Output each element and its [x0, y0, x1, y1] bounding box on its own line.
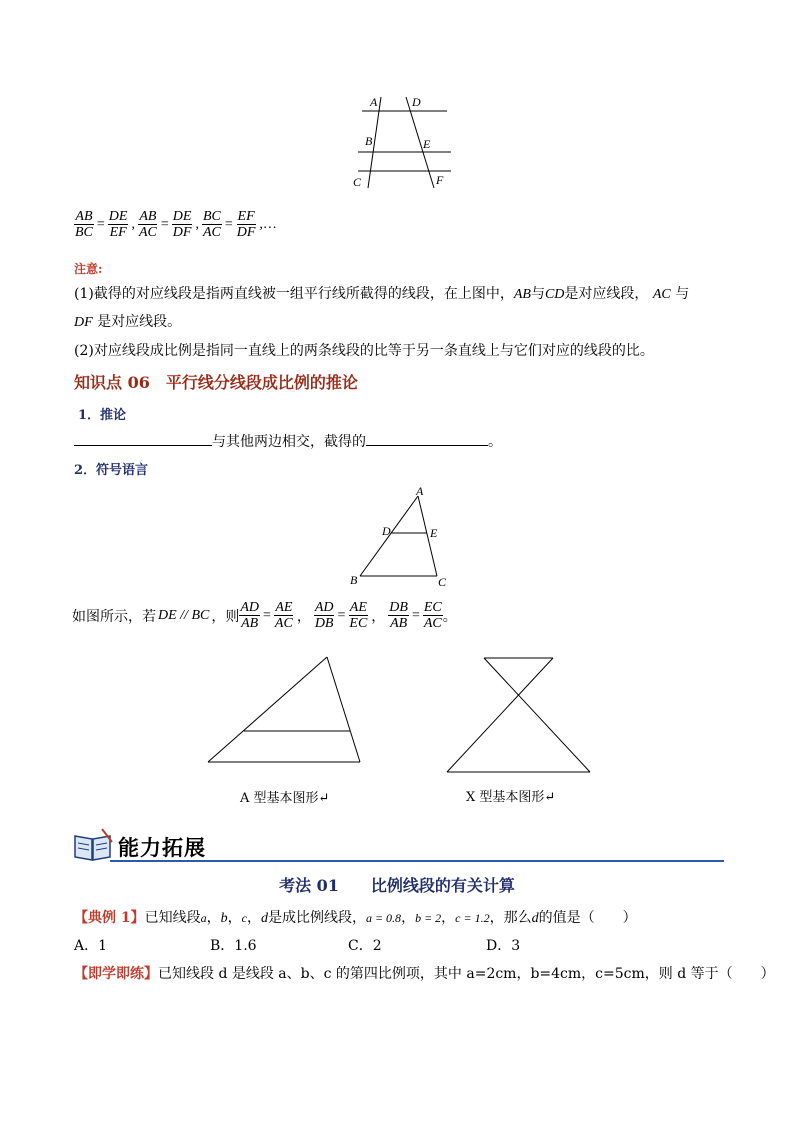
ratio-equations: $\frac{AB}{BC}$ = $\frac{DE}{EF}$ , $\frac{AB}{AC}$ = $\frac{DE}{DF}$ , $\frac{BC}{AC}$ = $\frac{EF}{DF}$ ,… — [75, 209, 277, 240]
label-a: A — [416, 484, 424, 498]
method-title: 考法 01 比例线段的有关计算 — [279, 876, 515, 895]
label-b: B — [365, 134, 373, 148]
fraction: $\frac{AB}{AC}$ — [138, 209, 157, 240]
example-1-option-c[interactable]: C．2 — [348, 938, 382, 954]
fraction: $\frac{AD}{AB}$ — [240, 600, 260, 631]
a-shape-caption: A 型基本图形↵ — [240, 791, 330, 806]
fill-blank[interactable] — [74, 433, 212, 446]
x-shape-caption: X 型基本图形↵ — [466, 790, 556, 805]
example-1: 【典例 1】已知线段a，b，c，d是成比例线段，a = 0.8，b = 2，c = 1.2，那么d的值是（ ） — [74, 910, 637, 926]
label-f: F — [436, 173, 444, 187]
section-title: 能力拓展 — [118, 836, 206, 860]
ellipsis: ,… — [259, 216, 277, 232]
label-c: C — [353, 175, 362, 189]
fraction: $\frac{AE}{EC}$ — [349, 600, 368, 631]
fraction: $\frac{AD}{DB}$ — [314, 600, 334, 631]
inference-statement: 与其他两边相交，截得的 。 — [74, 432, 502, 452]
fraction: $\frac{BC}{AC}$ — [202, 209, 221, 240]
open-book-icon — [72, 828, 116, 862]
fraction: $\frac{EF}{DF}$ — [236, 209, 256, 240]
fill-blank[interactable] — [366, 433, 488, 446]
note-paragraph-2: (2)对应线段成比例是指同一直线上的两条线段的比等于另一条直线上与它们对应的线段的比。 — [74, 343, 654, 359]
section-rule — [110, 860, 724, 862]
example-1-option-a[interactable]: A．1 — [74, 938, 108, 954]
practice-question: 【即学即练】已知线段 d 是线段 a、b、c 的第四比例项，其中 a=2cm，b=4cm，c=5cm，则 d 等于（ ） — [74, 966, 775, 982]
symbol-language-heading: 2．符号语言 — [74, 463, 149, 478]
label-c: C — [438, 575, 447, 589]
label-e: E — [423, 137, 431, 151]
label-a: A — [370, 95, 378, 109]
note-title: 注意: — [74, 262, 103, 276]
example-1-option-d[interactable]: D．3 — [486, 938, 521, 954]
label-b: B — [350, 573, 358, 587]
note-paragraph-1: (1)截得的对应线段是指两直线被一组平行线所截得的线段，在上图中，AB与CD是对应线段， AC 与 — [74, 286, 690, 302]
fraction: $\frac{DE}{DF}$ — [172, 209, 192, 240]
parallel-lines-figure — [350, 92, 460, 192]
symbol-statement: 如图所示，若 DE // BC ，则 $\frac{AD}{AB}$ = $\frac{AE}{AC}$ ， $\frac{AD}{DB}$ = $\frac{AE}{EC}$ ， $\frac{DB}{AB}$ = $\frac{EC}{AC}$ 。 — [72, 600, 457, 631]
inference-heading: 1．推论 — [78, 408, 127, 423]
example-1-option-b[interactable]: B．1.6 — [210, 938, 257, 954]
fraction: $\frac{EC}{AC}$ — [423, 600, 442, 631]
fraction: $\frac{DB}{AB}$ — [389, 600, 408, 631]
fraction: $\frac{DE}{EF}$ — [108, 209, 128, 240]
x-shape-figure — [440, 652, 600, 776]
label-e: E — [430, 526, 438, 540]
label-d: D — [412, 95, 421, 109]
knowledge-point-title: 知识点 06 平行线分线段成比例的推论 — [74, 373, 358, 392]
section-header — [70, 826, 724, 866]
a-shape-figure — [200, 652, 370, 768]
note-paragraph-1-cont: DF 是对应线段。 — [74, 314, 182, 330]
fraction: $\frac{AB}{BC}$ — [75, 209, 93, 240]
fraction: $\frac{AE}{AC}$ — [274, 600, 293, 631]
label-d: D — [382, 524, 391, 538]
triangle-figure — [344, 484, 454, 590]
